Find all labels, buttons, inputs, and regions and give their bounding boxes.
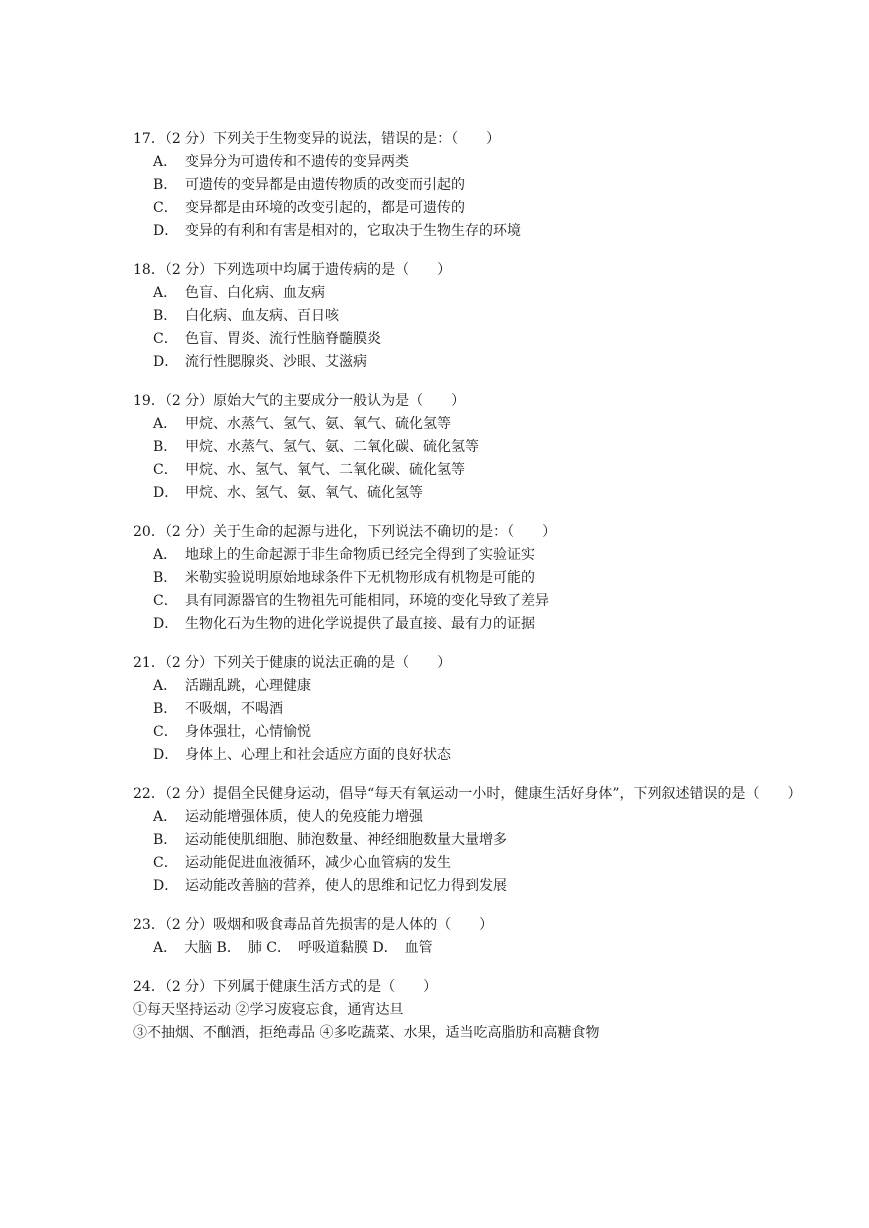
option-text: 身体上、心理上和社会适应方面的良好状态 xyxy=(185,747,451,763)
option-label: B． xyxy=(153,308,178,324)
option-label: B． xyxy=(153,177,178,193)
option-label: A． xyxy=(153,678,178,694)
option-text: 甲烷、水蒸气、氢气、氨、氧气、硫化氢等 xyxy=(185,416,451,432)
question-23 xyxy=(133,914,823,960)
option-label: C． xyxy=(153,855,178,871)
question-stem: 22．（2 分）提倡全民健身运动，倡导“每天有氧运动一小时，健康生活好身体”，下列叙述错误的是（ ） xyxy=(133,786,802,802)
question-stem: 20．（2 分）关于生命的起源与进化，下列说法不确切的是：（ ） xyxy=(133,524,557,540)
question-19 xyxy=(133,390,823,505)
option-label: A． xyxy=(153,416,178,432)
option-label: D． xyxy=(153,878,179,894)
option-text: 甲烷、水蒸气、氢气、氨、二氧化碳、硫化氢等 xyxy=(185,439,479,455)
question-20 xyxy=(133,521,823,636)
option-text: 白化病、血友病、百日咳 xyxy=(185,308,339,324)
exam-page xyxy=(133,128,823,1061)
option-a[interactable] xyxy=(133,806,823,829)
option-c[interactable] xyxy=(133,459,823,482)
option-text: 色盲、白化病、血友病 xyxy=(185,285,325,301)
option-label: A． xyxy=(153,809,178,825)
option-a[interactable] xyxy=(133,675,823,698)
option-label: B． xyxy=(153,701,178,717)
question-stem: 23．（2 分）吸烟和吸食毒品首先损害的是人体的（ ） xyxy=(133,917,494,933)
option-label: B． xyxy=(153,439,178,455)
option-label: D． xyxy=(153,485,179,501)
option-a[interactable] xyxy=(133,282,823,305)
option-text: 甲烷、水、氢气、氧气、二氧化碳、硫化氢等 xyxy=(185,462,465,478)
option-text: 运动能促进血液循环，减少心血管病的发生 xyxy=(185,855,451,871)
option-text: 活蹦乱跳，心理健康 xyxy=(185,678,311,694)
option-text: 生物化石为生物的进化学说提供了最直接、最有力的证据 xyxy=(185,616,535,632)
option-label: C． xyxy=(153,200,178,216)
option-b[interactable] xyxy=(133,436,823,459)
option-label: B． xyxy=(153,570,178,586)
option-text: 色盲、胃炎、流行性脑脊髓膜炎 xyxy=(185,331,381,347)
option-label: D． xyxy=(153,354,179,370)
question-stem: 19．（2 分）原始大气的主要成分一般认为是（ ） xyxy=(133,393,466,409)
question-18 xyxy=(133,259,823,374)
option-c[interactable] xyxy=(133,721,823,744)
option-text: 变异分为可遗传和不遗传的变异两类 xyxy=(185,154,409,170)
inline-options[interactable]: A． 大脑 B． 肺 C． 呼吸道黏膜 D． 血管 xyxy=(153,940,433,956)
question-stem: 18．（2 分）下列选项中均属于遗传病的是（ ） xyxy=(133,262,452,278)
option-text: 运动能增强体质，使人的免疫能力增强 xyxy=(185,809,423,825)
option-b[interactable] xyxy=(133,698,823,721)
option-label: A． xyxy=(153,547,178,563)
option-text: 变异的有利和有害是相对的，它取决于生物生存的环境 xyxy=(185,223,521,239)
question-22 xyxy=(133,783,823,898)
option-b[interactable] xyxy=(133,305,823,328)
statement-line: ③不抽烟、不酗酒，拒绝毒品 ④多吃蔬菜、水果，适当吃高脂肪和高糖食物 xyxy=(133,1025,600,1041)
option-label: A． xyxy=(153,285,178,301)
option-d[interactable] xyxy=(133,482,823,505)
option-c[interactable] xyxy=(133,852,823,875)
option-label: C． xyxy=(153,724,178,740)
option-d[interactable] xyxy=(133,744,823,767)
option-text: 可遗传的变异都是由遗传物质的改变而引起的 xyxy=(185,177,465,193)
option-label: A． xyxy=(153,154,178,170)
option-label: D． xyxy=(153,616,179,632)
question-21 xyxy=(133,652,823,767)
option-label: C． xyxy=(153,331,178,347)
option-d[interactable] xyxy=(133,351,823,374)
option-text: 身体强壮，心情愉悦 xyxy=(185,724,311,740)
option-d[interactable] xyxy=(133,875,823,898)
option-text: 运动能改善脑的营养，使人的思维和记忆力得到发展 xyxy=(185,878,507,894)
option-label: B． xyxy=(153,832,178,848)
option-d[interactable] xyxy=(133,220,823,243)
option-b[interactable] xyxy=(133,174,823,197)
option-b[interactable] xyxy=(133,567,823,590)
option-a[interactable] xyxy=(133,544,823,567)
option-c[interactable] xyxy=(133,590,823,613)
option-c[interactable] xyxy=(133,197,823,220)
question-24 xyxy=(133,976,823,1045)
option-label: C． xyxy=(153,593,178,609)
option-text: 变异都是由环境的改变引起的，都是可遗传的 xyxy=(185,200,465,216)
option-text: 具有同源器官的生物祖先可能相同，环境的变化导致了差异 xyxy=(185,593,549,609)
option-label: D． xyxy=(153,747,179,763)
option-a[interactable] xyxy=(133,151,823,174)
question-stem: 17．（2 分）下列关于生物变异的说法，错误的是：（ ） xyxy=(133,131,501,147)
option-text: 地球上的生命起源于非生命物质已经完全得到了实验证实 xyxy=(185,547,535,563)
option-label: C． xyxy=(153,462,178,478)
option-text: 流行性腮腺炎、沙眼、艾滋病 xyxy=(185,354,367,370)
option-b[interactable] xyxy=(133,829,823,852)
option-c[interactable] xyxy=(133,328,823,351)
question-17 xyxy=(133,128,823,243)
statement-line: ①每天坚持运动 ②学习废寝忘食，通宵达旦 xyxy=(133,1002,404,1018)
option-text: 米勒实验说明原始地球条件下无机物形成有机物是可能的 xyxy=(185,570,535,586)
question-stem: 24．（2 分）下列属于健康生活方式的是（ ） xyxy=(133,979,438,995)
option-d[interactable] xyxy=(133,613,823,636)
option-text: 甲烷、水、氢气、氨、氧气、硫化氢等 xyxy=(185,485,423,501)
option-text: 运动能使肌细胞、肺泡数量、神经细胞数量大量增多 xyxy=(185,832,507,848)
option-text: 不吸烟，不喝酒 xyxy=(185,701,283,717)
question-stem: 21．（2 分）下列关于健康的说法正确的是（ ） xyxy=(133,655,452,671)
option-label: D． xyxy=(153,223,179,239)
option-a[interactable] xyxy=(133,413,823,436)
